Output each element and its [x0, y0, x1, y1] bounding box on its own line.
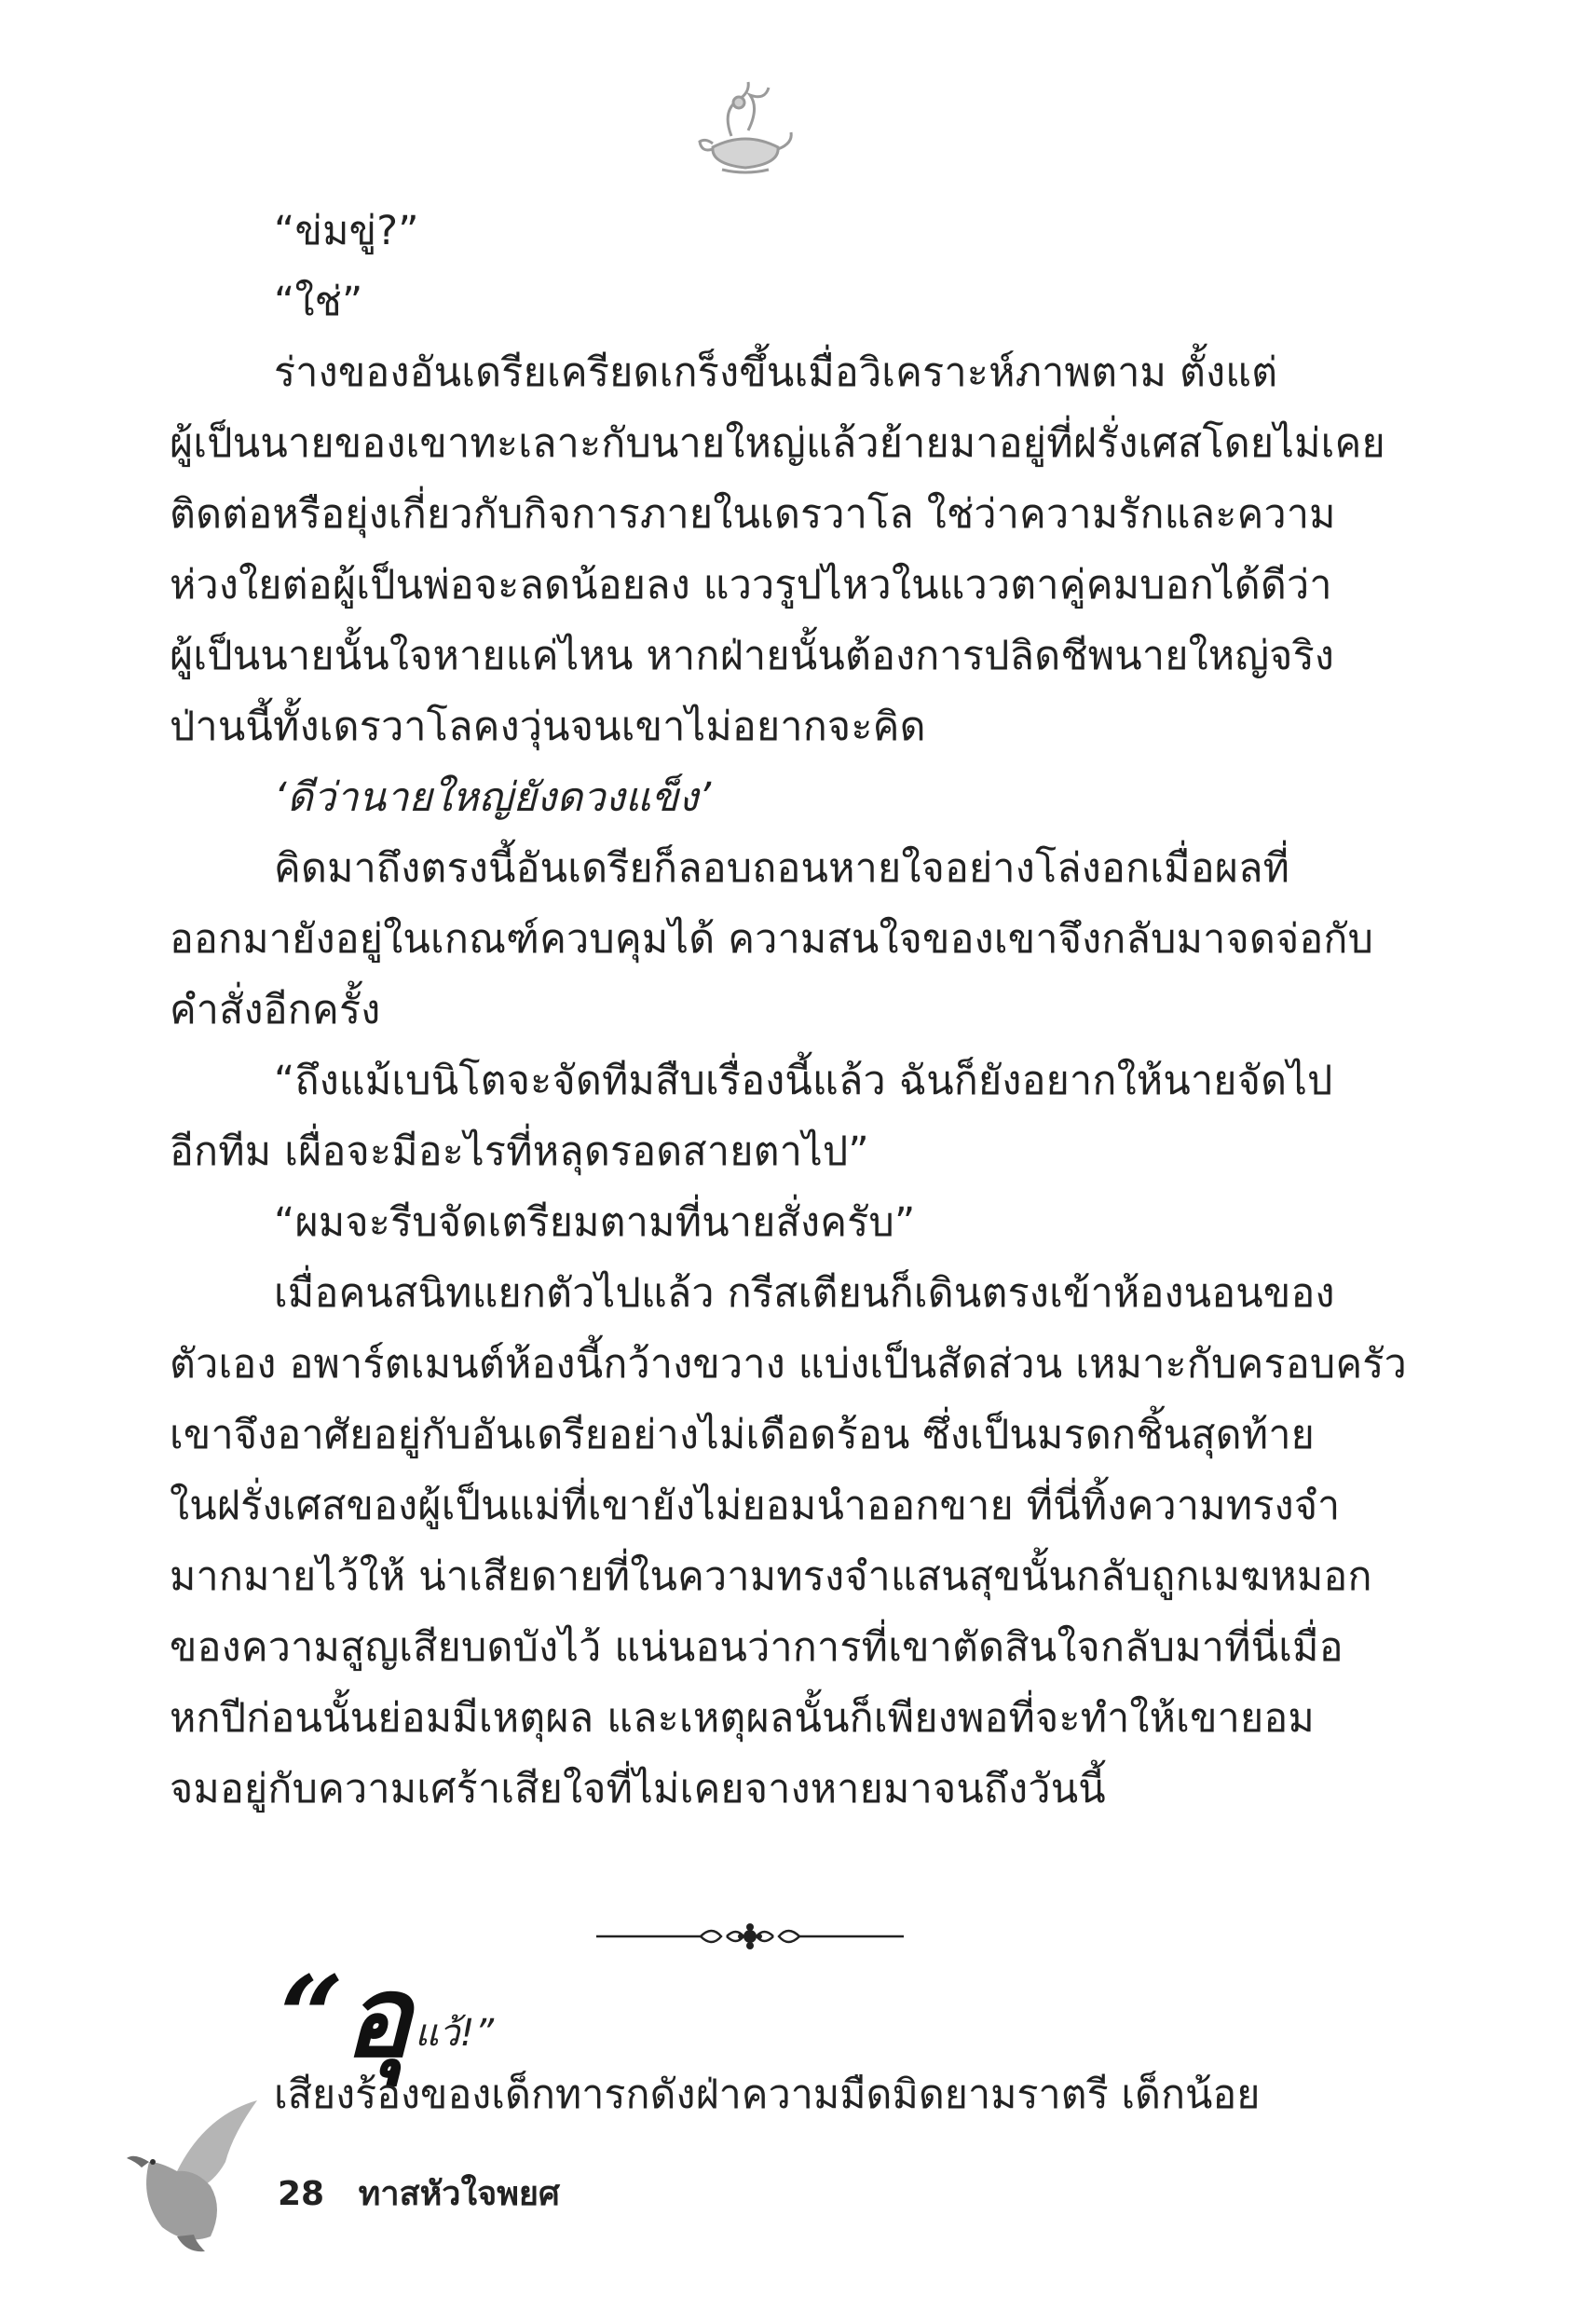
text-line: จมอยู่กับความเศร้าเสียใจที่ไม่เคยจางหายมาจนถึงวันนี้: [170, 1766, 1106, 1812]
book-title: ทาสหัวใจพยศ: [358, 2175, 560, 2213]
text-line: ตัวเอง อพาร์ตเมนต์ห้องนี้กว้างขวาง แบ่งเป็นสัดส่วน เหมาะกับครอบครัว: [170, 1341, 1407, 1388]
text-line: “ข่มขู่?”: [274, 208, 419, 254]
dropcap-letter: “อุ: [280, 1951, 412, 2083]
text-line: คำสั่งอีกครั้ง: [170, 987, 381, 1033]
paragraph: [170, 1046, 1332, 1187]
paragraph: [170, 267, 1332, 337]
body-text: [170, 196, 1407, 1825]
page-number: 28: [278, 2175, 325, 2213]
text-line: “ถึงแม้เบนิโตจะจัดทีมสืบเรื่องนี้แล้ว ฉันก็ยังอยากให้นายจัดไป: [274, 1058, 1333, 1104]
paragraph: [170, 833, 1374, 1046]
text-line: ผู้เป็นนายนั้นใจหายแค่ไหน หากฝ่ายนั้นต้องการปลิดชีพนายใหญ่จริง: [170, 633, 1335, 679]
text-line: ออกมายังอยู่ในเกณฑ์ควบคุมได้ ความสนใจของเขาจึงกลับมาจดจ่อกับ: [170, 916, 1374, 963]
paragraph: [170, 1187, 1332, 1258]
dropcap-line: [280, 1951, 495, 2083]
text-line: ติดต่อหรือยุ่งเกี่ยวกับกิจการภายในเดรวาโล ใช่ว่าความรักและความ: [170, 491, 1336, 538]
text-line: ‘ดีว่านายใหญ่ยังดวงแข็ง’: [274, 774, 712, 821]
dropcap-rest: แว้!”: [415, 2012, 495, 2055]
text-line: ในฝรั่งเศสของผู้เป็นแม่ที่เขายังไม่ยอมนำออกขาย ที่นี่ทิ้งความทรงจำ: [170, 1483, 1341, 1529]
text-line: “ผมจะรีบจัดเตรียมตามที่นายสั่งครับ”: [274, 1199, 916, 1246]
paragraph: [170, 1258, 1407, 1825]
last-paragraph: เสียงร้องของเด็กทารกดังฝ่าความมืดมิดยามราตรี เด็กน้อย: [274, 2072, 1261, 2118]
text-line: มากมายไว้ให้ น่าเสียดายที่ในความทรงจำแสนสุขนั้นกลับถูกเมฆหมอก: [170, 1553, 1372, 1600]
text-line: ผู้เป็นนายของเขาทะเลาะกับนายใหญ่แล้วย้ายมาอยู่ที่ฝรั่งเศสโดยไม่เคย: [170, 420, 1385, 467]
text-line: ห่วงใยต่อผู้เป็นพ่อจะลดน้อยลง แววรูปไหวในแววตาคู่คมบอกได้ดีว่า: [170, 562, 1332, 609]
paragraph: [170, 337, 1385, 762]
text-line: คิดมาถึงตรงนี้อันเดรียก็ลอบถอนหายใจอย่างโล่งอกเมื่อผลที่: [274, 845, 1290, 892]
text-line: เมื่อคนสนิทแยกตัวไปแล้ว กรีสเตียนก็เดินตรงเข้าห้องนอนของ: [274, 1270, 1335, 1317]
dove-icon: [121, 2097, 261, 2255]
paragraph: [170, 762, 1332, 833]
page-footer: [278, 2171, 560, 2218]
text-line: อีกทีม เผื่อจะมีอะไรที่หลุดรอดสายตาไป”: [170, 1128, 869, 1175]
text-line: ของความสูญเสียบดบังไว้ แน่นอนว่าการที่เขาตัดสินใจกลับมาที่นี่เมื่อ: [170, 1624, 1344, 1671]
flourish-divider-icon: [596, 1920, 904, 1953]
text-line: ป่านนี้ทั้งเดรวาโลคงวุ่นจนเขาไม่อยากจะคิด: [170, 704, 926, 750]
text-line: เขาจึงอาศัยอยู่กับอันเดรียอย่างไม่เดือดร้อน ซึ่งเป็นมรดกชิ้นสุดท้าย: [170, 1412, 1316, 1458]
text-line: หกปีก่อนนั้นย่อมมีเหตุผล และเหตุผลนั้นก็เพียงพอที่จะทำให้เขายอม: [170, 1695, 1315, 1742]
text-line: ร่างของอันเดรียเครียดเกร็งขึ้นเมื่อวิเคราะห์ภาพตาม ตั้งแต่: [274, 349, 1278, 396]
text-line: “ใช่”: [274, 279, 363, 325]
paragraph: [170, 196, 1332, 267]
teapot-ornament-icon: [694, 75, 797, 177]
